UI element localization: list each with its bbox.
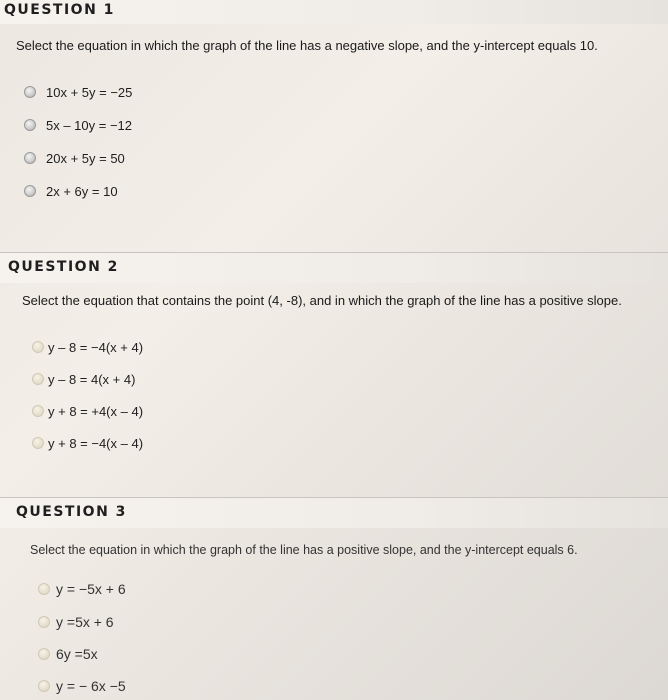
- question-2-text: Select the equation that contains the point (4, -8), and in which the graph of the line has a positive slope.: [22, 293, 622, 308]
- question-1-text: Select the equation in which the graph of the line has a negative slope, and the y-intercept equals 10.: [16, 38, 598, 53]
- question-1-option-2[interactable]: [24, 114, 132, 136]
- question-2-option-3[interactable]: [32, 400, 143, 422]
- option-label: 10x + 5y = −25: [46, 84, 133, 100]
- question-2-option-2[interactable]: [32, 368, 135, 390]
- radio-button-icon[interactable]: [24, 119, 36, 131]
- option-label: y = − 6x −5: [56, 678, 126, 694]
- option-label: y – 8 = −4(x + 4): [48, 339, 144, 355]
- question-1-title: QUESTION 1: [4, 2, 115, 18]
- option-label: y = −5x + 6: [56, 581, 126, 597]
- option-label: y =5x + 6: [56, 614, 114, 630]
- radio-button-icon[interactable]: [24, 86, 36, 98]
- question-3-option-4[interactable]: [38, 675, 126, 697]
- question-1-option-1[interactable]: [24, 81, 132, 103]
- radio-button-icon[interactable]: [38, 616, 50, 628]
- question-3-text: Select the equation in which the graph of the line has a positive slope, and the y-intercept equals 6.: [30, 543, 578, 557]
- question-1-option-4[interactable]: [24, 180, 118, 202]
- question-2-option-1[interactable]: [32, 336, 143, 358]
- radio-button-icon[interactable]: [24, 185, 36, 197]
- radio-button-icon[interactable]: [32, 341, 44, 353]
- radio-button-icon[interactable]: [32, 405, 44, 417]
- radio-button-icon[interactable]: [38, 583, 50, 595]
- option-label: 6y =5x: [56, 646, 98, 662]
- radio-button-icon[interactable]: [32, 373, 44, 385]
- option-label: y – 8 = 4(x + 4): [48, 371, 136, 387]
- option-label: y + 8 = +4(x – 4): [48, 403, 144, 419]
- option-label: 20x + 5y = 50: [46, 150, 125, 166]
- question-3-option-1[interactable]: [38, 578, 126, 600]
- question-3-title: QUESTION 3: [16, 504, 127, 520]
- option-label: 5x – 10y = −12: [46, 117, 133, 133]
- question-3-option-3[interactable]: [38, 643, 98, 665]
- radio-button-icon[interactable]: [38, 680, 50, 692]
- option-label: 2x + 6y = 10: [46, 183, 118, 199]
- question-2-option-4[interactable]: [32, 432, 143, 454]
- option-label: y + 8 = −4(x – 4): [48, 435, 144, 451]
- question-2-title: QUESTION 2: [8, 259, 119, 275]
- radio-button-icon[interactable]: [32, 437, 44, 449]
- question-1-option-3[interactable]: [24, 147, 125, 169]
- radio-button-icon[interactable]: [24, 152, 36, 164]
- question-3-option-2[interactable]: [38, 611, 114, 633]
- radio-button-icon[interactable]: [38, 648, 50, 660]
